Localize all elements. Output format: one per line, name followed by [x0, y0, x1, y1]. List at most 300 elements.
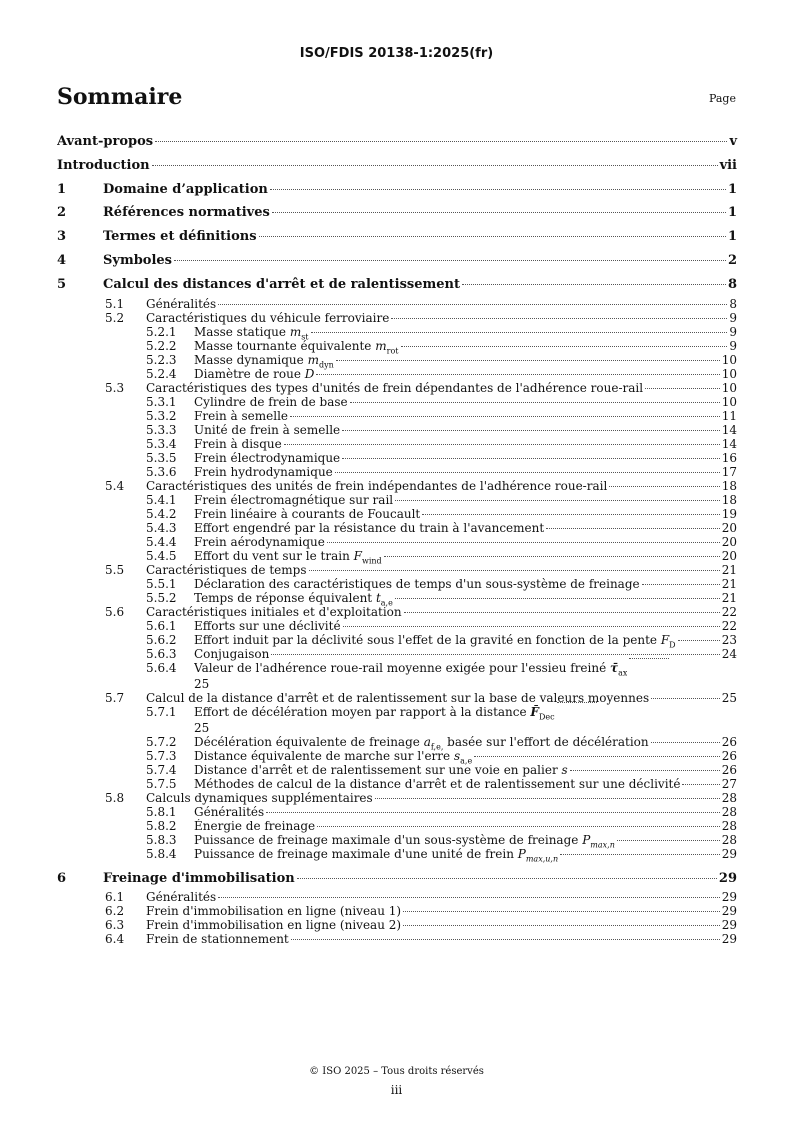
toc-leader-dots [609, 486, 719, 487]
toc-entry-page: 23 [721, 632, 737, 647]
toc-leader-dots [403, 925, 720, 926]
toc-entry[interactable] [57, 749, 737, 763]
toc-entry[interactable] [57, 381, 737, 395]
toc-entry-title [103, 225, 257, 249]
toc-entry-page: 18 [721, 478, 737, 493]
toc-entry-title [146, 890, 216, 904]
toc-entry-number: 5.7.4 [146, 762, 177, 777]
toc-entry-symbol-subscript: wind [361, 555, 382, 565]
toc-entry-number: 5.2.4 [146, 366, 177, 381]
toc-entry-symbol: D [304, 366, 315, 381]
toc-entry-number: 5.4 [105, 478, 125, 493]
toc-leader-dots [327, 542, 720, 543]
toc-entry-symbol: F̄ [530, 704, 539, 719]
toc-entry[interactable] [57, 777, 737, 791]
toc-entry[interactable] [57, 507, 737, 521]
toc-leader-dots [395, 500, 720, 501]
toc-entry-symbol: P [582, 832, 591, 847]
toc-entry-number: 5.8.1 [146, 804, 177, 819]
toc-entry-title-text: Masse dynamique [194, 352, 304, 367]
copyright-footer: © ISO 2025 – Tous droits réservés [309, 1066, 484, 1077]
toc-entry-number: 5.3.1 [146, 394, 177, 409]
toc-entry[interactable] [57, 297, 737, 311]
toc-entry-symbol-subscript: ax [618, 667, 628, 677]
toc-entry-title-text: Conjugaison [194, 646, 270, 661]
toc-entry[interactable] [57, 249, 737, 273]
toc-entry-title-text: Distance équivalente de marche sur l'erre [194, 748, 451, 763]
toc-entry-page: 29 [721, 846, 737, 861]
toc-entry-title-text: Frein d'immobilisation en ligne (niveau 2) [146, 918, 402, 933]
toc-entry[interactable] [57, 633, 737, 647]
toc-entry-number: 1 [57, 181, 67, 197]
toc-entry-title-text: Efforts sur une déclivité [194, 618, 341, 633]
toc-entry-title-text: Cylindre de frein de base [194, 394, 348, 409]
toc-entry-number: 5.8 [105, 790, 125, 805]
toc-entry-title [194, 395, 348, 409]
toc-leader-dots [401, 346, 728, 347]
toc-entry[interactable] [57, 661, 737, 677]
toc-entry-page: 26 [721, 762, 737, 777]
toc-entry[interactable] [57, 619, 737, 633]
toc-entry-symbol-subscript: dyn [318, 359, 334, 369]
toc-entry-page: 2 [727, 252, 737, 268]
toc-leader-dots [152, 165, 718, 166]
toc-entry[interactable] [57, 890, 737, 904]
toc-entry-page: 21 [721, 590, 737, 605]
toc-entry-title [194, 451, 340, 465]
toc-leader-dots [682, 784, 719, 785]
toc-leader-dots [317, 826, 720, 827]
toc-entry[interactable] [57, 367, 737, 381]
toc-entry-page: 10 [721, 380, 737, 395]
toc-entry[interactable] [57, 273, 737, 297]
toc-entry-number: 5.1 [105, 296, 125, 311]
toc-entry-number: 5.4.5 [146, 548, 177, 563]
toc-entry-title-text: Frein électromagnétique sur rail [194, 492, 394, 507]
toc-entry-number: 5.2.3 [146, 352, 177, 367]
toc-entry-title [146, 479, 607, 493]
toc-entry[interactable] [57, 423, 737, 437]
toc-leader-dots [218, 304, 727, 305]
toc-entry-symbol-subscript: f,e, [430, 741, 444, 751]
toc-entry-page: 20 [721, 520, 737, 535]
toc-entry-title-text: Énergie de freinage [194, 818, 316, 833]
toc-entry-page: 9 [729, 324, 737, 339]
toc-entry-number: 5.8.4 [146, 846, 177, 861]
toc-entry-page: 24 [721, 646, 737, 661]
toc-leader-dots [384, 556, 720, 557]
toc-entry-page: 28 [721, 818, 737, 833]
toc-entry-number: 4 [57, 252, 67, 268]
toc-leader-dots [297, 878, 717, 879]
toc-entry[interactable] [57, 833, 737, 847]
page-title: Sommaire [57, 84, 183, 110]
toc-entry-page: 26 [721, 748, 737, 763]
toc-entry[interactable] [57, 311, 737, 325]
toc-entry-title [194, 367, 314, 381]
toc-entry[interactable] [57, 479, 737, 493]
toc-entry[interactable] [57, 395, 737, 409]
table-of-contents [57, 130, 737, 946]
toc-entry-number: 5.6.2 [146, 632, 177, 647]
toc-entry-page: 26 [721, 734, 737, 749]
toc-entry-title-text: Unité de frein à semelle [194, 422, 341, 437]
toc-entry-number: 5.8.2 [146, 818, 177, 833]
toc-entry-title [194, 777, 680, 791]
toc-entry-number: 5.7.1 [146, 704, 177, 719]
toc-entry-page-wrapped: 25 [194, 676, 210, 691]
toc-entry-title [57, 154, 150, 178]
toc-entry-symbol-subscript: max,n [590, 839, 615, 849]
toc-entry-page: 22 [721, 618, 737, 633]
toc-entry-page: 1 [727, 181, 737, 197]
toc-entry-symbol: m [307, 352, 319, 367]
toc-entry[interactable] [57, 791, 737, 805]
toc-entry[interactable] [57, 178, 737, 202]
toc-entry[interactable] [57, 154, 737, 178]
toc-entry-number: 5.3.2 [146, 408, 177, 423]
toc-entry-symbol: P [517, 846, 526, 861]
page-number: iii [390, 1083, 403, 1097]
toc-entry-number: 6.4 [105, 932, 125, 947]
toc-entry-title-text: Déclaration des caractéristiques de temps d'un sous-système de freinage [194, 576, 640, 591]
toc-entry[interactable] [57, 437, 737, 451]
toc-entry-title [103, 249, 172, 273]
toc-leader-dots [284, 444, 720, 445]
toc-entry-title [194, 437, 282, 451]
toc-entry-number: 6.2 [105, 904, 125, 919]
toc-entry[interactable] [57, 591, 737, 605]
toc-entry-title [103, 178, 268, 202]
toc-entry-symbol: m [289, 324, 302, 339]
toc-entry-number: 5.6.1 [146, 618, 177, 633]
toc-leader-dots [343, 626, 720, 627]
toc-entry-page: v [729, 134, 737, 149]
toc-entry-number: 3 [57, 229, 67, 245]
toc-entry[interactable] [57, 735, 737, 749]
toc-entry-page: 14 [721, 422, 737, 437]
toc-entry-symbol: s [561, 762, 568, 777]
toc-entry-title-text: Calculs dynamiques supplémentaires [146, 790, 373, 805]
toc-entry-title [194, 847, 558, 866]
toc-entry-title [194, 409, 288, 423]
toc-entry-title-text: Distance d'arrêt et de ralentissement sur une voie en palier [194, 762, 558, 777]
toc-entry[interactable] [57, 932, 737, 946]
toc-entry-number: 5.3.4 [146, 436, 177, 451]
toc-entry-page: 28 [721, 790, 737, 805]
toc-entry-number: 5.8.3 [146, 832, 177, 847]
toc-entry-symbol: a [423, 734, 431, 749]
toc-entry-title [146, 311, 389, 325]
toc-entry-title [194, 493, 393, 507]
toc-entry-title-text: Valeur de l'adhérence roue-rail moyenne exigée pour l'essieu freiné [194, 660, 607, 675]
toc-entry[interactable] [57, 451, 737, 465]
toc-leader-dots [474, 756, 720, 757]
toc-entry[interactable] [57, 918, 737, 932]
toc-entry-title [194, 705, 555, 724]
toc-leader-dots [218, 897, 720, 898]
toc-leader-dots [271, 654, 719, 655]
toc-leader-dots [570, 770, 720, 771]
page-column-label: Page [708, 92, 736, 105]
toc-entry-number: 5.7.2 [146, 734, 177, 749]
toc-entry-title [194, 619, 341, 633]
toc-entry-page: 8 [729, 296, 737, 311]
toc-entry-title-text: Décélération équivalente de freinage [194, 734, 420, 749]
toc-entry-title [194, 535, 325, 549]
toc-entry-symbol-subscript: Dec [538, 711, 555, 721]
toc-entry[interactable] [57, 225, 737, 249]
toc-entry-page: 29 [721, 890, 737, 905]
toc-entry-title-text: Références normatives [103, 205, 270, 221]
toc-entry-title [103, 201, 270, 225]
toc-leader-dots [462, 284, 726, 285]
toc-entry-title [194, 763, 568, 777]
toc-entry-symbol: τ̄ [610, 660, 619, 675]
toc-leader-dots [316, 374, 719, 375]
toc-entry-title-text: Puissance de freinage maximale d'un sous-système de freinage [194, 832, 579, 847]
toc-entry-title-text: Diamètre de roue [194, 366, 301, 381]
toc-entry-title-text: Effort induit par la déclivité sous l'effet de la gravité en fonction de la pente [194, 632, 658, 647]
toc-entry-title-text: Symboles [103, 252, 172, 268]
toc-entry-title-text: Frein d'immobilisation en ligne (niveau 1) [146, 904, 402, 919]
toc-leader-dots [395, 598, 720, 599]
toc-leader-dots [645, 388, 720, 389]
toc-entry-number: 5.6.3 [146, 646, 177, 661]
toc-leader-dots [270, 189, 726, 190]
toc-entry-title [194, 647, 269, 661]
toc-entry-page: 8 [727, 276, 737, 292]
toc-leader-dots [617, 840, 720, 841]
toc-entry-title [146, 381, 643, 395]
toc-entry-title-text: Caractéristiques de temps [146, 562, 307, 577]
toc-entry[interactable] [57, 705, 737, 721]
toc-entry-title-text: Généralités [146, 890, 217, 905]
toc-entry-title [146, 918, 401, 932]
toc-entry[interactable] [57, 549, 737, 563]
toc-entry-number: 5.4.2 [146, 506, 177, 521]
toc-entry-title [194, 661, 627, 680]
toc-entry-title-text: Frein à semelle [194, 408, 289, 423]
toc-entry-title-text: Masse statique [194, 324, 286, 339]
toc-leader-dots [422, 514, 719, 515]
toc-entry-symbol-subscript: a,e [380, 597, 393, 607]
toc-entry-number: 5.5.1 [146, 576, 177, 591]
toc-entry-number: 5.4.4 [146, 534, 177, 549]
toc-leader-dots [391, 318, 727, 319]
toc-entry[interactable] [57, 465, 737, 479]
toc-entry-page: 29 [721, 904, 737, 919]
toc-entry-title-text: Calcul de la distance d'arrêt et de ralentissement sur la base de valeurs moyennes [146, 690, 650, 705]
toc-entry-number: 5.2.1 [146, 324, 177, 339]
toc-entry-title-text: Caractéristiques des unités de frein indépendantes de l'adhérence roue-rail [146, 478, 608, 493]
toc-entry-page: 9 [729, 310, 737, 325]
toc-entry-title-text: Masse tournante équivalente [194, 338, 372, 353]
toc-entry-number: 5.3.5 [146, 450, 177, 465]
toc-entry-number: 5.2 [105, 310, 125, 325]
toc-entry-page: 1 [727, 205, 737, 221]
toc-entry-symbol: m [375, 338, 387, 353]
toc-entry-number: 5.7 [105, 690, 125, 705]
toc-entry-page: 20 [721, 534, 737, 549]
toc-entry-title-text: Méthodes de calcul de la distance d'arrêt et de ralentissement sur une déclivité [194, 776, 681, 791]
toc-leader-dots [560, 854, 720, 855]
toc-leader-dots [651, 698, 720, 699]
toc-entry-number: 5.5.2 [146, 590, 177, 605]
toc-leader-dots [642, 584, 720, 585]
toc-entry-title-text: Freinage d'immobilisation [103, 870, 295, 886]
toc-entry-number: 5.6.4 [146, 660, 177, 675]
toc-entry-title-text: Caractéristiques initiales et d'exploitation [146, 604, 402, 619]
toc-entry[interactable] [57, 130, 737, 154]
toc-entry-number: 5.7.3 [146, 748, 177, 763]
toc-entry-symbol-subscript: rot [386, 345, 399, 355]
toc-entry-number: 5.3.6 [146, 464, 177, 479]
toc-entry-title-suffix: basée sur l'effort de décélération [443, 734, 649, 749]
toc-entry[interactable] [57, 605, 737, 619]
toc-entry-symbol: F [353, 548, 362, 563]
toc-leader-dots [342, 430, 720, 431]
toc-entry-page: 14 [721, 436, 737, 451]
toc-entry-page: 22 [721, 604, 737, 619]
toc-entry-title-text: Puissance de freinage maximale d'une unité de frein [194, 846, 514, 861]
toc-leader-dots [546, 528, 720, 529]
toc-entry-number: 6 [57, 870, 67, 886]
toc-entry-title [194, 521, 544, 535]
toc-entry-page: 29 [721, 932, 737, 947]
toc-entry-title-text: Avant-propos [57, 134, 154, 149]
toc-entry-title [194, 577, 640, 591]
toc-entry-page: 19 [721, 506, 737, 521]
toc-entry-title-text: Caractéristiques du véhicule ferroviaire [146, 310, 390, 325]
toc-entry-title [103, 867, 295, 891]
toc-entry-page: 1 [727, 229, 737, 245]
toc-entry-page: 10 [721, 394, 737, 409]
toc-leader-dots [557, 702, 597, 703]
toc-entry-title-text: Calcul des distances d'arrêt et de ralentissement [103, 276, 460, 292]
toc-entry-page: 25 [721, 690, 737, 705]
toc-entry-title-text: Caractéristiques des types d'unités de frein dépendantes de l'adhérence roue-rail [146, 380, 644, 395]
toc-entry[interactable] [57, 867, 737, 891]
toc-entry-title-text: Termes et définitions [103, 229, 257, 245]
toc-entry-title-text: Effort engendré par la résistance du train à l'avancement [194, 520, 545, 535]
toc-entry-title [146, 605, 402, 619]
toc-entry-title [57, 130, 153, 154]
toc-entry-page: 18 [721, 492, 737, 507]
toc-leader-dots [375, 798, 720, 799]
toc-entry-page: 21 [721, 576, 737, 591]
toc-leader-dots [335, 472, 720, 473]
toc-entry-title [194, 465, 333, 479]
toc-entry[interactable] [57, 325, 737, 339]
toc-entry[interactable] [57, 353, 737, 367]
toc-entry-number: 5.7.5 [146, 776, 177, 791]
toc-leader-dots [155, 141, 727, 142]
toc-leader-dots [651, 742, 720, 743]
toc-entry[interactable] [57, 493, 737, 507]
toc-entry-symbol: t [375, 590, 381, 605]
toc-entry-number: 6.3 [105, 918, 125, 933]
toc-entry-number: 6.1 [105, 890, 125, 905]
toc-leader-dots [342, 458, 720, 459]
toc-entry-symbol: F [660, 632, 670, 647]
toc-leader-dots [629, 658, 669, 659]
toc-entry-page: vii [719, 157, 737, 173]
toc-entry-number: 2 [57, 205, 67, 221]
toc-entry-title [146, 563, 307, 577]
toc-entry-number: 5.4.3 [146, 520, 177, 535]
toc-entry[interactable] [57, 201, 737, 225]
toc-entry-title-text: Effort du vent sur le train [194, 548, 350, 563]
toc-entry-title [194, 805, 264, 819]
toc-entry-number: 5.6 [105, 604, 125, 619]
toc-entry-number: 5 [57, 276, 67, 292]
toc-entry-title-text: Temps de réponse équivalent [194, 590, 373, 605]
toc-entry-page: 28 [721, 832, 737, 847]
toc-entry-page: 9 [729, 338, 737, 353]
toc-entry-page: 17 [721, 464, 737, 479]
toc-entry[interactable] [57, 847, 737, 861]
toc-entry[interactable] [57, 805, 737, 819]
toc-entry-number: 5.5 [105, 562, 125, 577]
toc-leader-dots [174, 260, 726, 261]
toc-entry-page: 21 [721, 562, 737, 577]
toc-entry-title [194, 507, 420, 521]
toc-leader-dots [259, 236, 726, 237]
toc-entry-title [103, 273, 460, 297]
toc-leader-dots [290, 416, 720, 417]
toc-entry-page-wrapped: 25 [194, 720, 210, 735]
toc-entry-number: 5.2.2 [146, 338, 177, 353]
toc-entry-title-text: Effort de décélération moyen par rapport à la distance [194, 704, 527, 719]
toc-entry-page: 28 [721, 804, 737, 819]
toc-entry-page: 29 [721, 918, 737, 933]
toc-entry-page: 10 [721, 352, 737, 367]
document-header: ISO/FDIS 20138-1:2025(fr) [299, 46, 494, 61]
toc-entry[interactable] [57, 535, 737, 549]
toc-entry[interactable] [57, 521, 737, 535]
toc-entry-title-text: Frein à disque [194, 436, 282, 451]
toc-entry-title-text: Domaine d’application [103, 181, 268, 197]
toc-entry[interactable] [57, 763, 737, 777]
toc-entry-title [146, 932, 289, 946]
toc-leader-dots [403, 911, 720, 912]
toc-entry[interactable] [57, 819, 737, 833]
toc-entry-title-text: Généralités [194, 804, 265, 819]
toc-entry-page: 16 [721, 450, 737, 465]
toc-entry[interactable] [57, 409, 737, 423]
toc-entry-page: 29 [718, 870, 737, 886]
toc-entry-title [146, 904, 401, 918]
toc-entry-symbol-subscript: D [669, 639, 676, 649]
toc-leader-dots [266, 812, 720, 813]
toc-leader-dots [404, 612, 720, 613]
toc-entry-title-text: Frein aérodynamique [194, 534, 325, 549]
toc-entry-title-text: Frein de stationnement [146, 932, 289, 947]
toc-entry[interactable] [57, 563, 737, 577]
toc-entry-title-text: Introduction [57, 157, 150, 173]
toc-entry[interactable] [57, 339, 737, 353]
toc-leader-dots [272, 212, 726, 213]
toc-entry[interactable] [57, 577, 737, 591]
toc-entry-number: 5.3.3 [146, 422, 177, 437]
toc-leader-dots [291, 939, 720, 940]
toc-entry[interactable] [57, 904, 737, 918]
toc-entry-page: 11 [721, 408, 737, 423]
toc-entry-title [146, 297, 216, 311]
toc-entry-title [194, 819, 315, 833]
toc-entry[interactable] [57, 691, 737, 705]
